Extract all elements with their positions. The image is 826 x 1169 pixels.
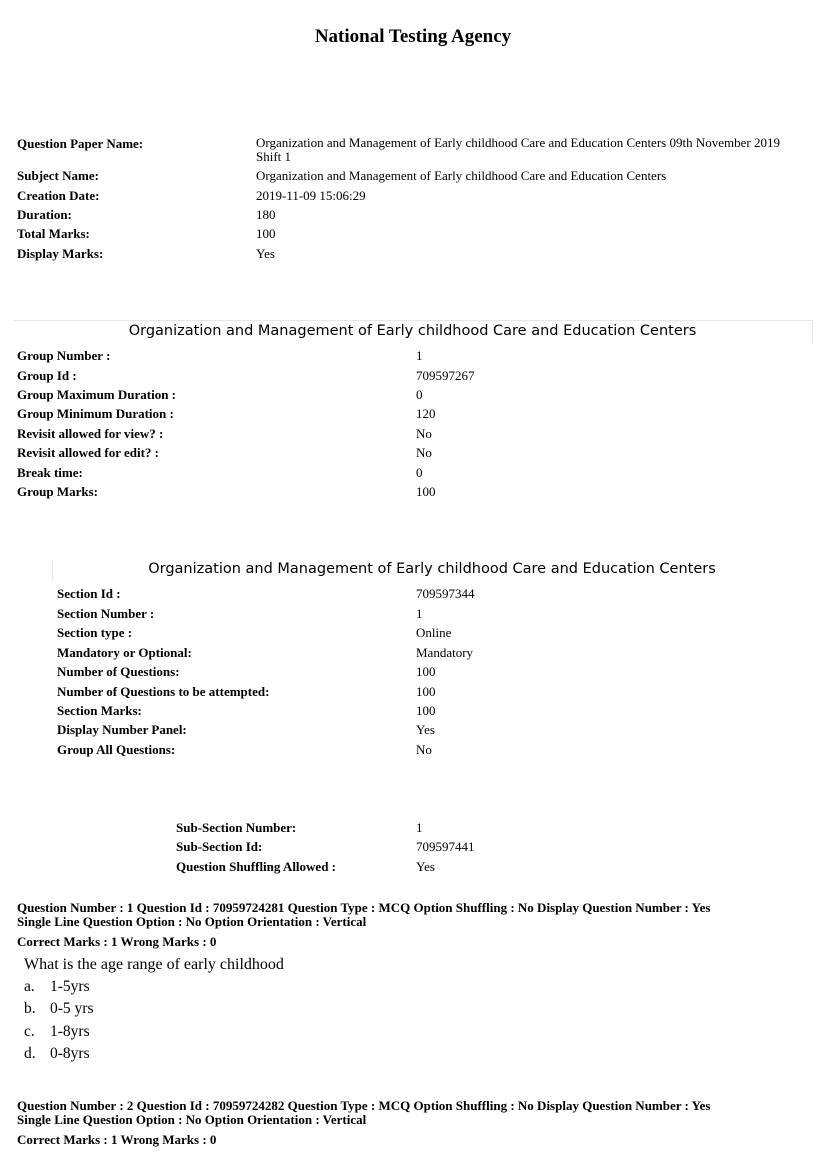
subsection-number-label: Sub-Section Number: bbox=[176, 820, 297, 835]
total-marks-label: Total Marks: bbox=[17, 226, 90, 241]
duration-label: Duration: bbox=[17, 207, 72, 222]
number-panel-label: Display Number Panel: bbox=[57, 722, 187, 737]
display-marks-value: Yes bbox=[256, 246, 275, 261]
option-c[interactable] bbox=[24, 1023, 90, 1041]
num-questions-label: Number of Questions: bbox=[57, 664, 180, 679]
question-marks: Correct Marks : 1 Wrong Marks : 0 bbox=[17, 934, 217, 949]
section-type-value: Online bbox=[416, 625, 452, 640]
option-d[interactable] bbox=[24, 1045, 90, 1063]
option-text: 0-5 yrs bbox=[50, 1000, 94, 1017]
mandatory-label: Mandatory or Optional: bbox=[57, 645, 192, 660]
creation-date-label: Creation Date: bbox=[17, 188, 100, 203]
option-a[interactable] bbox=[24, 978, 90, 996]
question-meta-line1: Question Number : 1 Question Id : 70959724281 Question Type : MCQ Option Shuffling : No Display Question Number : Yes bbox=[17, 900, 711, 915]
option-label: a. bbox=[24, 978, 35, 995]
break-time-value: 0 bbox=[416, 465, 423, 480]
creation-date-value: 2019-11-09 15:06:29 bbox=[256, 188, 366, 203]
subsection-number-value: 1 bbox=[416, 820, 423, 835]
question-meta bbox=[17, 901, 807, 929]
subject-name-value: Organization and Management of Early childhood Care and Education Centers bbox=[256, 168, 667, 183]
revisit-view-value: No bbox=[416, 426, 432, 441]
shuffling-value: Yes bbox=[416, 859, 435, 874]
option-b[interactable] bbox=[24, 1000, 93, 1018]
revisit-edit-label: Revisit allowed for edit? : bbox=[17, 445, 160, 460]
group-number-label: Group Number : bbox=[17, 348, 111, 363]
question-meta bbox=[17, 1099, 807, 1127]
question-meta-line2: Single Line Question Option : No Option Orientation : Vertical bbox=[17, 1112, 367, 1127]
section-banner: Organization and Management of Early childhood Care and Education Centers bbox=[148, 561, 716, 577]
num-attempt-label: Number of Questions to be attempted: bbox=[57, 684, 270, 699]
num-questions-value: 100 bbox=[416, 664, 436, 679]
group-max-duration-value: 0 bbox=[416, 387, 423, 402]
option-text: 0-8yrs bbox=[50, 1045, 90, 1062]
break-time-label: Break time: bbox=[17, 465, 83, 480]
group-min-duration-value: 120 bbox=[416, 406, 436, 421]
group-all-label: Group All Questions: bbox=[57, 742, 176, 757]
group-min-duration-label: Group Minimum Duration : bbox=[17, 406, 174, 421]
section-marks-label: Section Marks: bbox=[57, 703, 142, 718]
option-text: 1-8yrs bbox=[50, 1023, 90, 1040]
number-panel-value: Yes bbox=[416, 722, 435, 737]
revisit-edit-value: No bbox=[416, 445, 432, 460]
subsection-id-value: 709597441 bbox=[416, 839, 475, 854]
group-marks-label: Group Marks: bbox=[17, 484, 99, 499]
page-title: National Testing Agency bbox=[314, 26, 512, 47]
section-id-value: 709597344 bbox=[416, 586, 475, 601]
group-id-value: 709597267 bbox=[416, 368, 475, 383]
paper-name-value: Organization and Management of Early childhood Care and Education Centers 09th November 2019 Shift 1 bbox=[256, 135, 780, 164]
group-banner: Organization and Management of Early childhood Care and Education Centers bbox=[128, 323, 697, 339]
group-number-value: 1 bbox=[416, 348, 423, 363]
section-type-label: Section type : bbox=[57, 625, 133, 640]
shuffling-label: Question Shuffling Allowed : bbox=[176, 859, 337, 874]
question-text: What is the age range of early childhood bbox=[24, 956, 284, 973]
section-number-label: Section Number : bbox=[57, 606, 155, 621]
section-marks-value: 100 bbox=[416, 703, 436, 718]
subject-name-label: Subject Name: bbox=[17, 168, 99, 183]
question-meta-line2: Single Line Question Option : No Option Orientation : Vertical bbox=[17, 914, 367, 929]
option-text: 1-5yrs bbox=[50, 978, 90, 995]
duration-value: 180 bbox=[256, 207, 276, 222]
section-number-value: 1 bbox=[416, 606, 423, 621]
option-label: b. bbox=[24, 1000, 36, 1017]
group-max-duration-label: Group Maximum Duration : bbox=[17, 387, 177, 402]
revisit-view-label: Revisit allowed for view? : bbox=[17, 426, 164, 441]
question-meta-line1: Question Number : 2 Question Id : 70959724282 Question Type : MCQ Option Shuffling : No Display Question Number : Yes bbox=[17, 1098, 711, 1113]
group-id-label: Group Id : bbox=[17, 368, 77, 383]
option-label: c. bbox=[24, 1023, 35, 1040]
group-marks-value: 100 bbox=[416, 484, 436, 499]
subsection-id-label: Sub-Section Id: bbox=[176, 839, 263, 854]
group-all-value: No bbox=[416, 742, 432, 757]
mandatory-value: Mandatory bbox=[416, 645, 474, 660]
section-id-label: Section Id : bbox=[57, 586, 121, 601]
num-attempt-value: 100 bbox=[416, 684, 436, 699]
paper-name-label: Question Paper Name: bbox=[17, 136, 144, 151]
option-label: d. bbox=[24, 1045, 36, 1062]
display-marks-label: Display Marks: bbox=[17, 246, 104, 261]
total-marks-value: 100 bbox=[256, 226, 276, 241]
question-marks: Correct Marks : 1 Wrong Marks : 0 bbox=[17, 1132, 217, 1147]
